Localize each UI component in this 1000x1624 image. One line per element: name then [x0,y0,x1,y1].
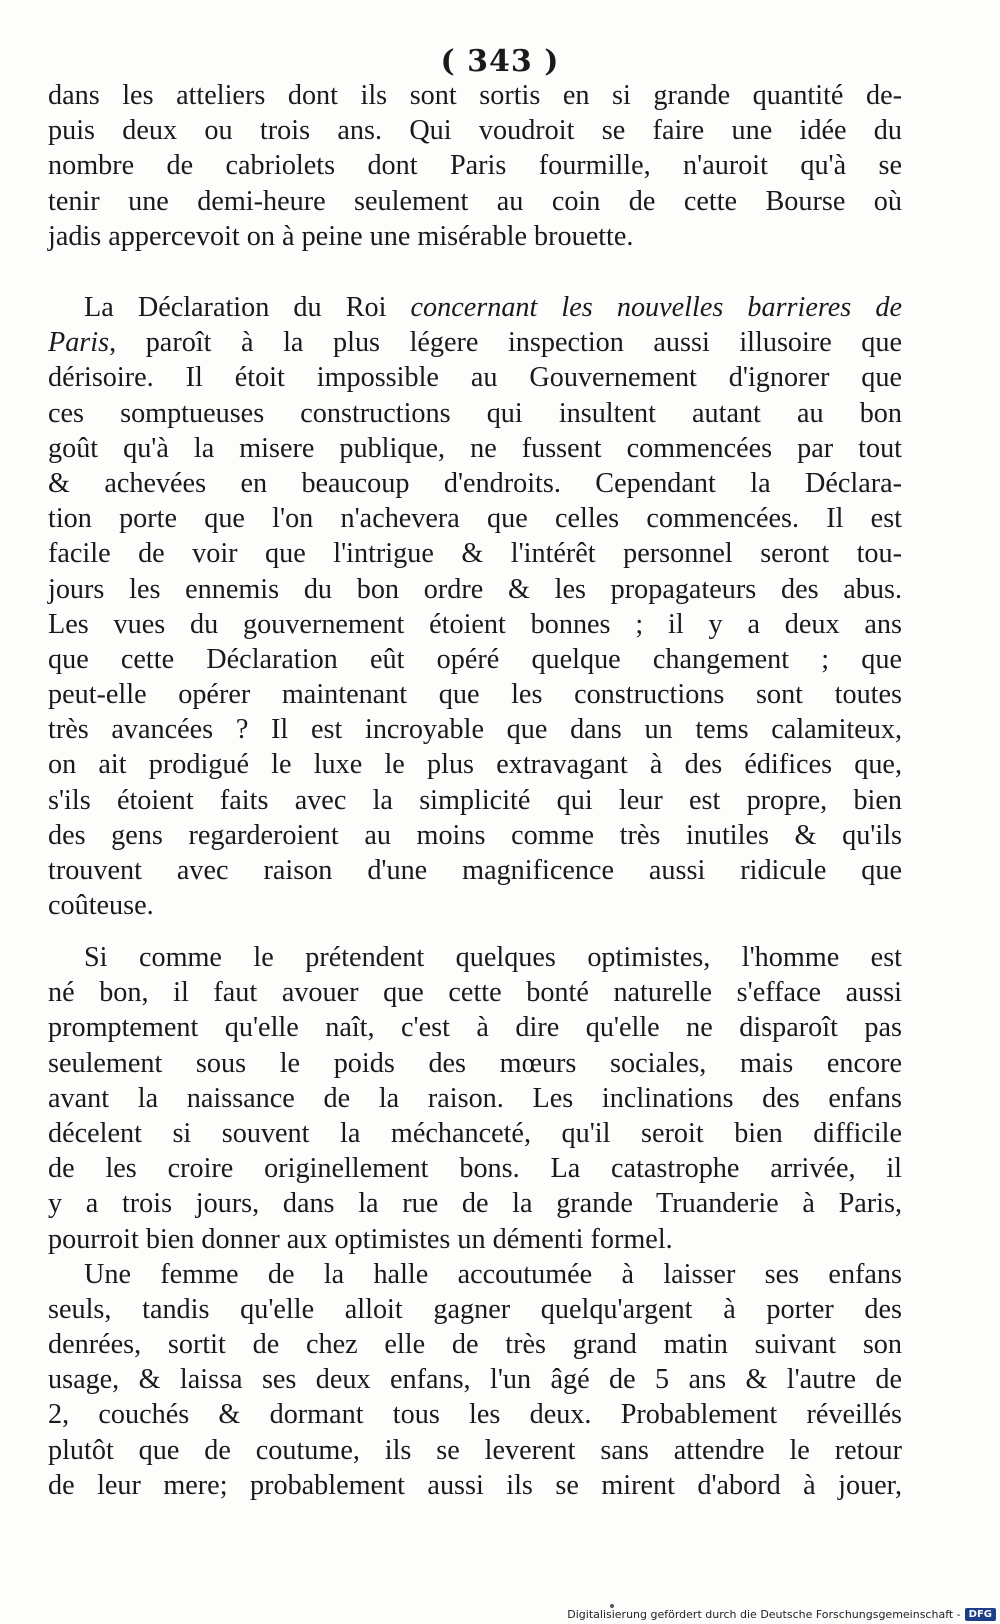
text-line: que cette Déclaration eût opéré quelque changement ; que [48,643,902,675]
text-line: dérisoire. Il étoit impossible au Gouvernement d'ignorer que [48,362,902,394]
text-line: Les vues du gouvernement étoient bonnes ; il y a deux ans [48,608,902,640]
text-line: y a trois jours, dans la rue de la grande Truanderie à Paris, [48,1188,902,1220]
paragraph-2 [48,290,902,923]
text-line: tion porte que l'on n'achevera que celles commencées. Il est [48,503,902,535]
text-line: coûteuse. [48,890,154,922]
text-line: La Déclaration du Roi concernant les nouvelles barrieres de [84,292,902,323]
italic-phrase: concernant les nouvelles barrieres de [410,292,902,323]
text-line: denrées, sortit de chez elle de très grand matin suivant son [48,1329,902,1361]
italic-phrase: Paris [48,327,110,359]
text-line: jadis appercevoit on à peine une misérable brouette. [48,220,634,252]
text-line: Paris, paroît à la plus légere inspection aussi illusoire que [48,327,902,359]
text-line: de leur mere; probablement aussi ils se mirent d'abord à jouer, [48,1469,902,1501]
page-number: ( 343 ) [440,44,560,79]
text-line: usage, & laissa ses deux enfans, l'un âgé de 5 ans & l'autre de [48,1364,902,1396]
text-line: jours les ennemis du bon ordre & les propagateurs des abus. [48,573,902,605]
text-line: plutôt que de coutume, ils se leverent sans attendre le retour [48,1434,902,1466]
digitization-credit [567,1606,996,1622]
text-line: Si comme le prétendent quelques optimistes, l'homme est [84,942,902,973]
text-line: trouvent avec raison d'une magnificence aussi ridicule que [48,855,902,886]
text-line: décelent si souvent la méchanceté, qu'il seroit bien difficile [48,1117,902,1149]
paragraph-1 [48,78,902,254]
text-line: seuls, tandis qu'elle alloit gagner quelqu'argent à porter des [48,1293,902,1325]
text-line: des gens regarderoient au moins comme très inutiles & qu'ils [48,819,902,851]
text-line: goût qu'à la misere publique, ne fussent commencées par tout [48,432,902,464]
dfg-logo: DFG [965,1608,996,1621]
text-line: très avancées ? Il est incroyable que dans un tems calamiteux, [48,714,902,746]
text-line: 2, couchés & dormant tous les deux. Probablement réveillés [48,1399,902,1431]
text-line: ces somptueuses constructions qui insultent autant au bon [48,397,902,429]
text-line: avant la naissance de la raison. Les inclinations des enfans [48,1082,902,1114]
text-line: né bon, il faut avouer que cette bonté naturelle s'efface aussi [48,977,902,1009]
text-line: de les croire originellement bons. La catastrophe arrivée, il [48,1153,902,1185]
text-line: seulement sous le poids des mœurs sociales, mais encore [48,1047,902,1079]
text-line: promptement qu'elle naît, c'est à dire qu'elle ne disparoît pas [48,1012,902,1044]
text-line: s'ils étoient faits avec la simplicité qui leur est propre, bien [48,784,902,816]
text-line: nombre de cabriolets dont Paris fourmille, n'auroit qu'à se [48,150,902,182]
text-line: Une femme de la halle accoutumée à laisser ses enfans [84,1258,902,1290]
text-line: dans les atteliers dont ils sont sortis en si grande quantité de- [48,80,902,111]
paragraph-3 [48,940,902,1503]
text-line: facile de voir que l'intrigue & l'intérêt personnel seront tou- [48,538,902,570]
text-line: puis deux ou trois ans. Qui voudroit se faire une idée du [48,115,902,147]
text-line: pourroit bien donner aux optimistes un démenti formel. [48,1223,673,1255]
credit-text: Digitalisierung gefördert durch die Deutsche Forschungsgemeinschaft - [567,1607,961,1621]
text-line: tenir une demi-heure seulement au coin de cette Bourse où [48,185,902,217]
text-line: & achevées en beaucoup d'endroits. Cependant la Déclara- [48,467,902,499]
text-line: on ait prodigué le luxe le plus extravagant à des édifices que, [48,749,902,781]
text-line: peut-elle opérer maintenant que les constructions sont toutes [48,679,902,711]
